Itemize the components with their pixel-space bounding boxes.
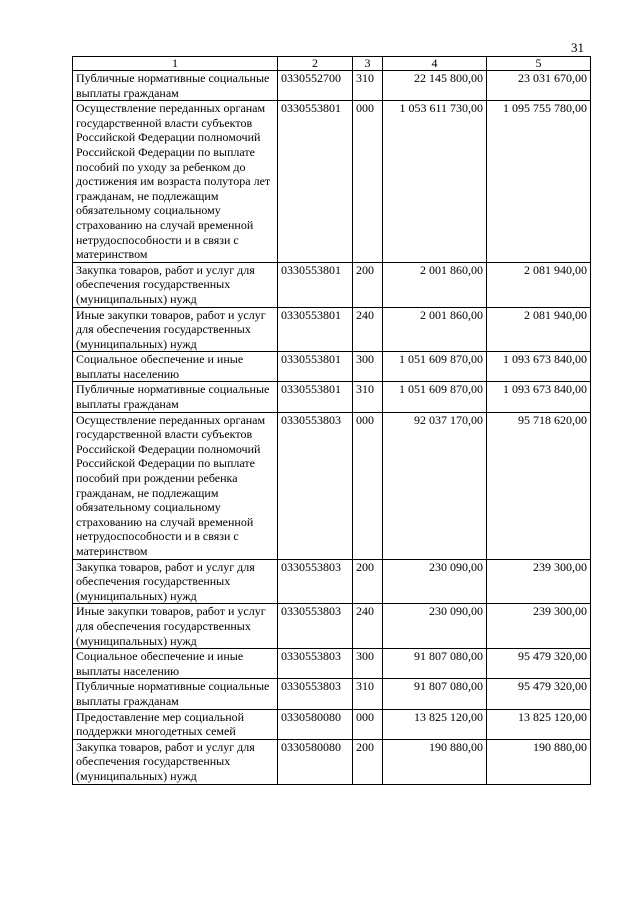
item-type: 000	[353, 709, 383, 739]
item-code: 0330580080	[278, 709, 353, 739]
item-name: Осуществление переданных органам государственной власти субъектов Российской Федерации полномочий Российской Федерации по выплате пособий при рождении ребенка гражданам, не подлежащим обязательному социальному страхованию на случай временной нетрудоспособности и в связи с материнством	[73, 412, 278, 559]
table-row	[73, 739, 591, 784]
amount-col4: 13 825 120,00	[383, 709, 487, 739]
table-row	[73, 559, 591, 604]
item-name: Закупка товаров, работ и услуг для обеспечения государственных (муниципальных) нужд	[73, 262, 278, 307]
item-code: 0330553803	[278, 412, 353, 559]
column-header: 4	[383, 57, 487, 71]
item-type: 200	[353, 262, 383, 307]
item-type: 000	[353, 412, 383, 559]
item-type: 200	[353, 739, 383, 784]
item-name: Осуществление переданных органам государственной власти субъектов Российской Федерации полномочий Российской Федерации по выплате пособий по уходу за ребенком до достижения им возраста полутора лет гражданам, не подлежащим обязательному социальному страхованию на случай временной нетрудоспособности и в связи с материнством	[73, 101, 278, 263]
amount-col4: 230 090,00	[383, 604, 487, 649]
amount-col5: 2 081 940,00	[487, 307, 591, 352]
amount-col4: 1 051 609 870,00	[383, 382, 487, 412]
table-row	[73, 412, 591, 559]
table-body	[73, 71, 591, 785]
item-name: Иные закупки товаров, работ и услуг для обеспечения государственных (муниципальных) нужд	[73, 604, 278, 649]
amount-col4: 1 051 609 870,00	[383, 352, 487, 382]
amount-col5: 13 825 120,00	[487, 709, 591, 739]
item-type: 240	[353, 604, 383, 649]
item-code: 0330553801	[278, 382, 353, 412]
column-header: 3	[353, 57, 383, 71]
table-row	[73, 101, 591, 263]
page-number: 31	[571, 40, 584, 55]
item-type: 300	[353, 649, 383, 679]
column-header: 5	[487, 57, 591, 71]
item-code: 0330553803	[278, 604, 353, 649]
column-header: 1	[73, 57, 278, 71]
item-name: Предоставление мер социальной поддержки многодетных семей	[73, 709, 278, 739]
item-type: 310	[353, 71, 383, 101]
amount-col4: 92 037 170,00	[383, 412, 487, 559]
item-code: 0330552700	[278, 71, 353, 101]
table-row	[73, 352, 591, 382]
amount-col5: 23 031 670,00	[487, 71, 591, 101]
amount-col5: 190 880,00	[487, 739, 591, 784]
item-name: Закупка товаров, работ и услуг для обеспечения государственных (муниципальных) нужд	[73, 559, 278, 604]
amount-col5: 95 479 320,00	[487, 649, 591, 679]
budget-table	[72, 56, 591, 785]
item-name: Закупка товаров, работ и услуг для обеспечения государственных (муниципальных) нужд	[73, 739, 278, 784]
table-row	[73, 71, 591, 101]
amount-col4: 2 001 860,00	[383, 262, 487, 307]
amount-col5: 239 300,00	[487, 559, 591, 604]
table-row	[73, 382, 591, 412]
item-code: 0330553803	[278, 559, 353, 604]
item-code: 0330553801	[278, 352, 353, 382]
item-code: 0330553801	[278, 101, 353, 263]
amount-col4: 190 880,00	[383, 739, 487, 784]
amount-col4: 230 090,00	[383, 559, 487, 604]
item-type: 000	[353, 101, 383, 263]
amount-col4: 91 807 080,00	[383, 679, 487, 709]
item-name: Социальное обеспечение и иные выплаты населению	[73, 649, 278, 679]
item-type: 300	[353, 352, 383, 382]
table-row	[73, 679, 591, 709]
amount-col4: 2 001 860,00	[383, 307, 487, 352]
amount-col4: 91 807 080,00	[383, 649, 487, 679]
item-name: Публичные нормативные социальные выплаты гражданам	[73, 679, 278, 709]
item-type: 310	[353, 679, 383, 709]
item-code: 0330553801	[278, 262, 353, 307]
amount-col5: 95 479 320,00	[487, 679, 591, 709]
amount-col5: 1 093 673 840,00	[487, 382, 591, 412]
amount-col4: 1 053 611 730,00	[383, 101, 487, 263]
column-header: 2	[278, 57, 353, 71]
amount-col5: 2 081 940,00	[487, 262, 591, 307]
item-name: Публичные нормативные социальные выплаты гражданам	[73, 382, 278, 412]
item-type: 200	[353, 559, 383, 604]
header-row	[73, 57, 591, 71]
item-code: 0330553803	[278, 679, 353, 709]
table-row	[73, 649, 591, 679]
amount-col5: 239 300,00	[487, 604, 591, 649]
table-row	[73, 604, 591, 649]
item-name: Иные закупки товаров, работ и услуг для обеспечения государственных (муниципальных) нужд	[73, 307, 278, 352]
table-row	[73, 709, 591, 739]
item-code: 0330553801	[278, 307, 353, 352]
amount-col5: 1 095 755 780,00	[487, 101, 591, 263]
table-row	[73, 262, 591, 307]
amount-col4: 22 145 800,00	[383, 71, 487, 101]
item-name: Социальное обеспечение и иные выплаты населению	[73, 352, 278, 382]
amount-col5: 95 718 620,00	[487, 412, 591, 559]
amount-col5: 1 093 673 840,00	[487, 352, 591, 382]
item-code: 0330553803	[278, 649, 353, 679]
item-name: Публичные нормативные социальные выплаты гражданам	[73, 71, 278, 101]
table-row	[73, 307, 591, 352]
item-type: 310	[353, 382, 383, 412]
item-code: 0330580080	[278, 739, 353, 784]
item-type: 240	[353, 307, 383, 352]
